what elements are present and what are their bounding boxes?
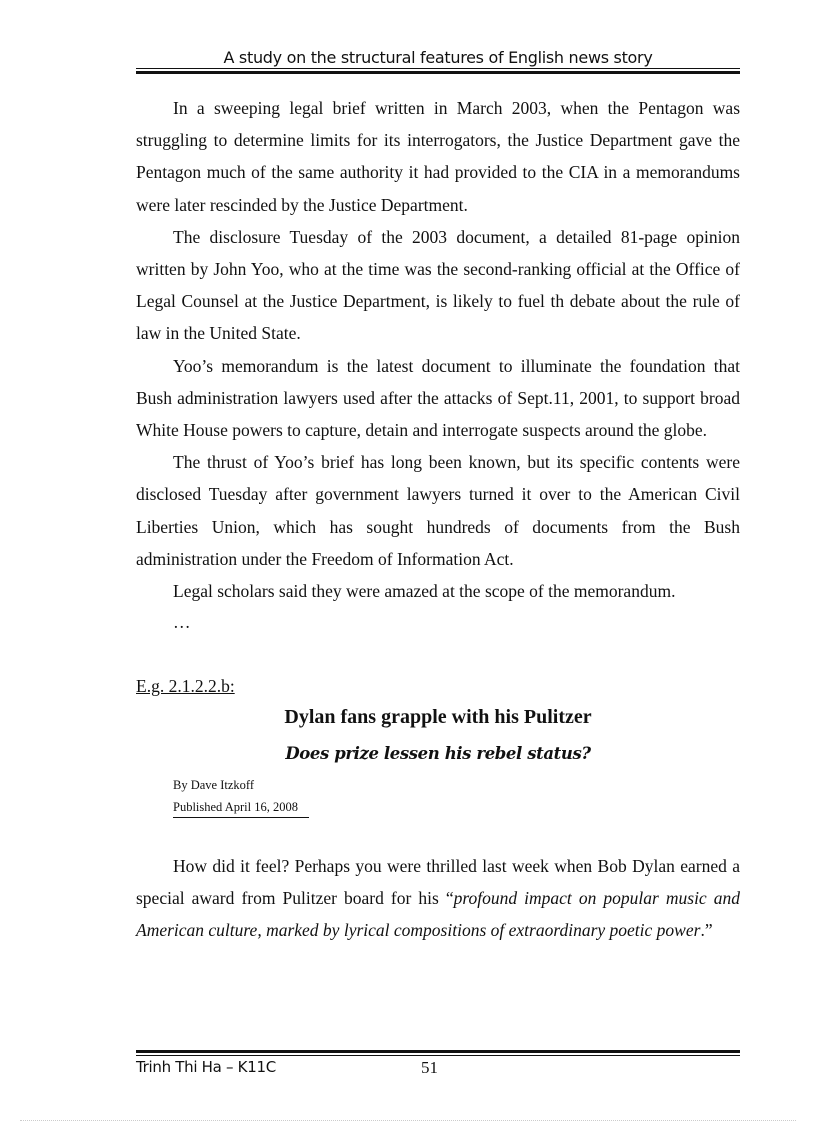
footer-rule-thick <box>136 1050 740 1053</box>
paragraph: Yoo’s memorandum is the latest document to illuminate the foundation that Bush administration lawyers used after the attacks of Sept.11, 2001, to support broad White House powers to capture, detain and interrogate suspects around the globe. <box>136 355 740 441</box>
example-body-start: How did it feel? Perhaps you were thrilled last week when Bob Dylan earned a special award from Pulitzer board for his “ <box>136 856 740 908</box>
example-body-end: .” <box>700 920 713 940</box>
example-byline: By Dave Itzkoff <box>173 778 254 792</box>
footer-rule-thin <box>136 1055 740 1056</box>
page-bottom-dotted-border <box>20 1120 796 1121</box>
header-rule-thick <box>136 71 740 74</box>
header-rule-thin <box>136 68 740 69</box>
footer-author: Trinh Thi Ha – K11C <box>136 1058 276 1076</box>
example-published-date: Published April 16, 2008 <box>173 800 309 818</box>
example-body-quote: profound impact on popular music and American culture, marked by lyrical compositions of extraordinary poetic power <box>136 888 740 940</box>
example-paragraph <box>136 850 740 946</box>
example-label: E.g. 2.1.2.2.b: <box>136 676 235 696</box>
page-number: 51 <box>421 1058 438 1077</box>
paragraph: The disclosure Tuesday of the 2003 document, a detailed 81-page opinion written by John Yoo, who at the time was the second-ranking official at the Office of Legal Counsel at the Justice Department, is likely to fuel th debate about the rule of law in the United State. <box>136 226 740 344</box>
paragraph: In a sweeping legal brief written in March 2003, when the Pentagon was struggling to determine limits for its interrogators, the Justice Department gave the Pentagon much of the same authority it had provided to the CIA in a memorandums were later rescinded by the Justice Department. <box>136 98 740 215</box>
ellipsis: … <box>173 612 191 633</box>
running-header-title: A study on the structural features of English news story <box>223 48 653 67</box>
paragraph: The thrust of Yoo’s brief has long been known, but its specific contents were disclosed Tuesday after government lawyers turned it over to the American Civil Liberties Union, which has sought hundreds of documents from the Bush administration under the Freedom of Information Act. <box>136 452 740 569</box>
example-subheadline: Does prize lessen his rebel status? <box>285 744 591 763</box>
article-body <box>136 92 740 637</box>
example-body <box>136 850 740 946</box>
paragraph: Legal scholars said they were amazed at the scope of the memorandum. <box>173 581 676 602</box>
example-headline: Dylan fans grapple with his Pulitzer <box>284 706 592 728</box>
